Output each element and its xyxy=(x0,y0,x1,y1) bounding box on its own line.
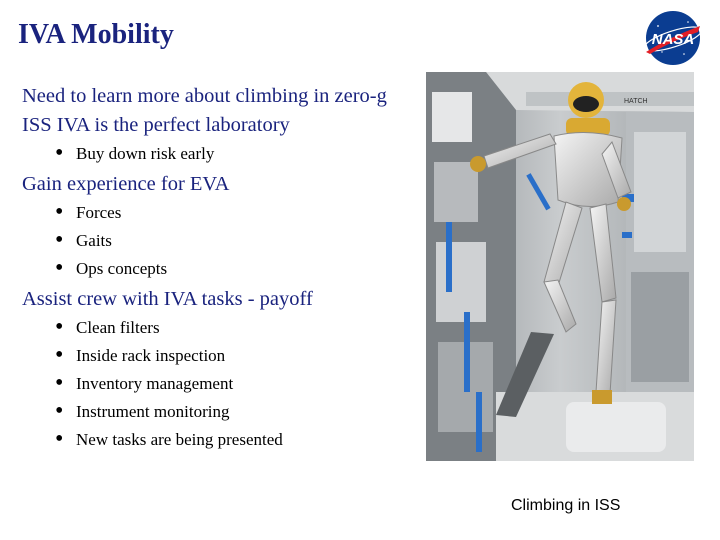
list-item: • Buy down risk early xyxy=(55,140,215,166)
bullet-icon: • xyxy=(55,370,64,396)
heading-eva: Gain experience for EVA xyxy=(22,173,230,195)
eva-bullets xyxy=(22,199,422,283)
section-eva xyxy=(22,170,422,283)
list-item: • Forces xyxy=(55,199,122,225)
list-item: • Inventory management xyxy=(55,370,234,396)
heading-crew: Assist crew with IVA tasks - payoff xyxy=(22,288,313,310)
zero-g-bullets xyxy=(22,140,422,168)
list-item: • Gaits xyxy=(55,227,112,253)
bullet-icon: • xyxy=(55,227,64,253)
list-item: • Instrument monitoring xyxy=(55,398,230,424)
slide-body xyxy=(22,82,422,456)
bullet-icon: • xyxy=(55,199,64,225)
hatch-label: HATCH xyxy=(624,98,648,105)
crew-bullets xyxy=(22,314,422,454)
bullet-icon: • xyxy=(55,398,64,424)
bullet-icon: • xyxy=(55,342,64,368)
bullet-icon: • xyxy=(55,426,64,452)
list-item: • Clean filters xyxy=(55,314,160,340)
list-item: • New tasks are being presented xyxy=(55,426,283,452)
nasa-logo xyxy=(638,8,708,68)
heading-iss-lab: ISS IVA is the perfect laboratory xyxy=(22,114,290,136)
heading-zero-g: Need to learn more about climbing in zero-g xyxy=(22,85,387,107)
image-caption: Climbing in ISS xyxy=(511,497,621,514)
nasa-logo-text: NASA xyxy=(651,31,695,48)
bullet-icon: • xyxy=(55,140,64,166)
bullet-icon: • xyxy=(55,255,64,281)
bullet-icon: • xyxy=(55,314,64,340)
section-zero-g xyxy=(22,82,422,168)
robonaut-iss-image xyxy=(426,72,694,461)
list-item: • Ops concepts xyxy=(55,255,168,281)
section-crew xyxy=(22,285,422,454)
list-item: • Inside rack inspection xyxy=(55,342,226,368)
slide-title: IVA Mobility xyxy=(18,19,174,50)
